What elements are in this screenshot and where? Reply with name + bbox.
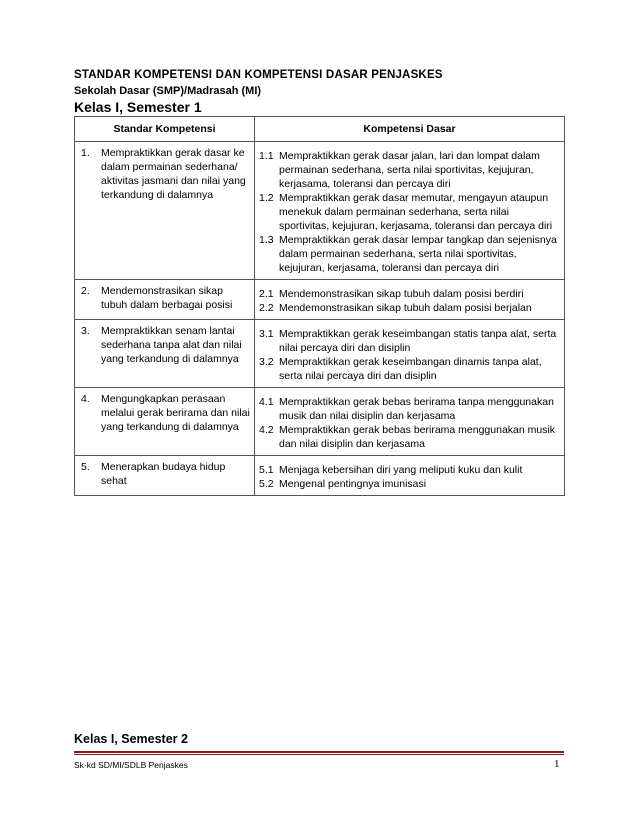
sk-cell [75, 456, 255, 496]
kd-item [259, 423, 560, 451]
kd-item [259, 395, 560, 423]
table-row [75, 142, 565, 280]
kd-cell [255, 320, 565, 388]
table-row [75, 388, 565, 456]
kd-cell [255, 388, 565, 456]
page-number: 1 [554, 758, 560, 770]
sk-item [81, 460, 250, 488]
next-section-title: Kelas I, Semester 2 [74, 732, 188, 746]
kd-cell [255, 142, 565, 280]
kd-number: 4.2 [259, 424, 274, 436]
document-title: STANDAR KOMPETENSI DAN KOMPETENSI DASAR PENJASKES [74, 69, 443, 81]
kd-text: Mempraktikkan gerak keseimbangan dinamis tanpa alat, serta nilai percaya diri dan disiplin [279, 356, 542, 382]
sk-cell [75, 280, 255, 320]
kd-text: Mempraktikkan gerak dasar jalan, lari dan lompat dalam permainan sederhana, serta nilai sportivitas, kejujuran, kerjasama, toleransi dan percaya diri [279, 150, 540, 190]
kd-cell [255, 456, 565, 496]
section-title: Kelas I, Semester 1 [74, 99, 202, 115]
kd-number: 1.3 [259, 234, 274, 246]
sk-item [81, 392, 250, 434]
kd-item [259, 301, 560, 315]
document-subtitle: Sekolah Dasar (SMP)/Madrasah (MI) [74, 85, 262, 97]
sk-item [81, 324, 250, 366]
sk-text: Mempraktikkan gerak dasar ke dalam permainan sederhana/ aktivitas jasmani dan nilai yang terkandung di dalamnya [101, 147, 246, 201]
kd-number: 4.1 [259, 396, 274, 408]
kd-item [259, 477, 560, 491]
kd-item [259, 355, 560, 383]
kd-text: Menjaga kebersihan diri yang meliputi kuku dan kulit [279, 464, 523, 476]
kd-text: Mempraktikkan gerak bebas berirama menggunakan musik dan nilai disiplin dan kerjasama [279, 424, 556, 450]
competency-table [74, 116, 565, 496]
kd-item [259, 149, 560, 191]
sk-text: Menerapkan budaya hidup sehat [101, 461, 226, 487]
kd-item [259, 327, 560, 355]
sk-cell [75, 320, 255, 388]
footer-rule [74, 751, 564, 753]
sk-text: Mempraktikkan senam lantai sederhana tanpa alat dan nilai yang terkandung di dalamnya [101, 325, 242, 365]
kd-text: Mendemonstrasikan sikap tubuh dalam posisi berjalan [279, 302, 532, 314]
kd-number: 5.1 [259, 464, 274, 476]
kd-item [259, 287, 560, 301]
sk-cell [75, 142, 255, 280]
table-row [75, 280, 565, 320]
kd-text: Mempraktikkan gerak keseimbangan statis tanpa alat, serta nilai percaya diri dan disiplin [279, 328, 557, 354]
kd-text: Mempraktikkan gerak dasar memutar, mengayun ataupun menekuk dalam permainan sederhana, serta nilai sportivitas, kejujuran, kerjasama, toleransi dan percaya diri [279, 192, 553, 232]
sk-number: 1. [81, 147, 90, 159]
kd-text: Mempraktikkan gerak bebas berirama tanpa menggunakan musik dan nilai disiplin dan kerjasama [279, 396, 554, 422]
sk-number: 3. [81, 325, 90, 337]
kd-item [259, 233, 560, 275]
table-body [75, 142, 565, 496]
kd-cell [255, 280, 565, 320]
kd-number: 2.2 [259, 302, 274, 314]
table-row [75, 456, 565, 496]
column-header-sk: Standar Kompetensi [75, 117, 255, 142]
kd-item [259, 463, 560, 477]
sk-item [81, 284, 250, 312]
table-header-row [75, 117, 565, 142]
kd-text: Mendemonstrasikan sikap tubuh dalam posisi berdiri [279, 288, 524, 300]
sk-number: 4. [81, 393, 90, 405]
kd-item [259, 191, 560, 233]
kd-number: 2.1 [259, 288, 274, 300]
sk-number: 5. [81, 461, 90, 473]
kd-number: 3.1 [259, 328, 274, 340]
footer-doc-name: Sk-kd SD/MI/SDLB Penjaskes [74, 760, 188, 770]
sk-item [81, 146, 250, 202]
sk-cell [75, 388, 255, 456]
footer-rule-thin [74, 754, 564, 755]
kd-number: 1.1 [259, 150, 274, 162]
kd-number: 1.2 [259, 192, 274, 204]
table-row [75, 320, 565, 388]
sk-text: Mengungkapkan perasaan melalui gerak berirama dan nilai yang terkandung di dalamnya [101, 393, 250, 433]
kd-number: 3.2 [259, 356, 274, 368]
column-header-kd: Kompetensi Dasar [255, 117, 565, 142]
kd-text: Mempraktikkan gerak dasar lempar tangkap dan sejenisnya dalam permainan sederhana, serta nilai sportivitas, kejujuran, kerjasama, toleransi dan percaya diri [279, 234, 557, 274]
kd-number: 5.2 [259, 478, 274, 490]
kd-text: Mengenal pentingnya imunisasi [279, 478, 427, 490]
sk-text: Mendemonstrasikan sikap tubuh dalam berbagai posisi [101, 285, 233, 311]
sk-number: 2. [81, 285, 90, 297]
